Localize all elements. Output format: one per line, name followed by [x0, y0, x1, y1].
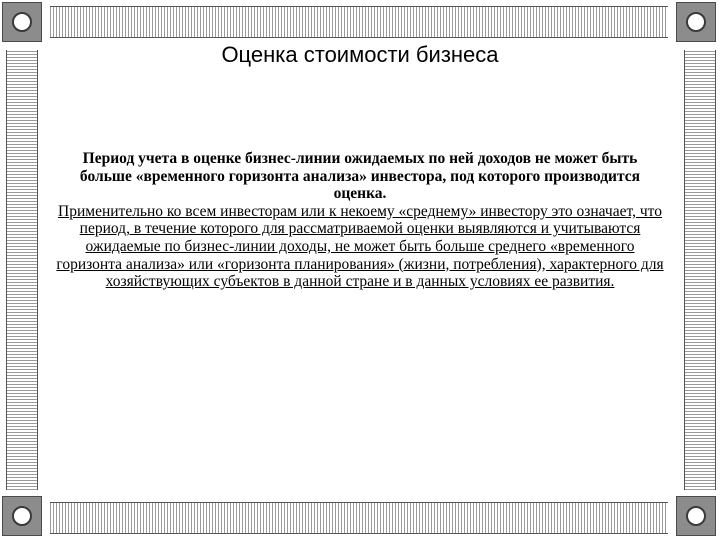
frame-corner-top-right [676, 2, 716, 42]
paragraph-bold: Период учета в оценке бизнес-линии ожидаемых по ней доходов не может быть больше «временного горизонта анализа» инвестора, под которого производится оценка. [79, 150, 641, 203]
paragraph-underlined: Применительно ко всем инвесторам или к некоему «среднему» инвестору это означает, что период, в течение которого для рассматриваемой оценки выявляются и учитываются ожидаемые по бизнес-линии доходы, не может быть больше среднего «временного горизонта анализа» или «горизонта планирования» (жизни, потребления), характерного для хозяйствующих субъектов в данной стране и в данных условиях ее развития. [56, 202, 664, 291]
ring-icon [686, 12, 706, 32]
ring-icon [686, 506, 706, 526]
slide-body [55, 150, 665, 291]
ring-icon [12, 12, 32, 32]
frame-left-band [6, 50, 38, 490]
slide-title: Оценка стоимости бизнеса [221, 42, 499, 67]
frame-bottom-band [50, 502, 668, 534]
frame-right-band [684, 50, 716, 490]
frame-corner-bottom-left [2, 496, 42, 536]
frame-corner-bottom-right [676, 496, 716, 536]
frame-top-band [50, 6, 668, 38]
ring-icon [12, 506, 32, 526]
frame-corner-top-left [2, 2, 42, 42]
